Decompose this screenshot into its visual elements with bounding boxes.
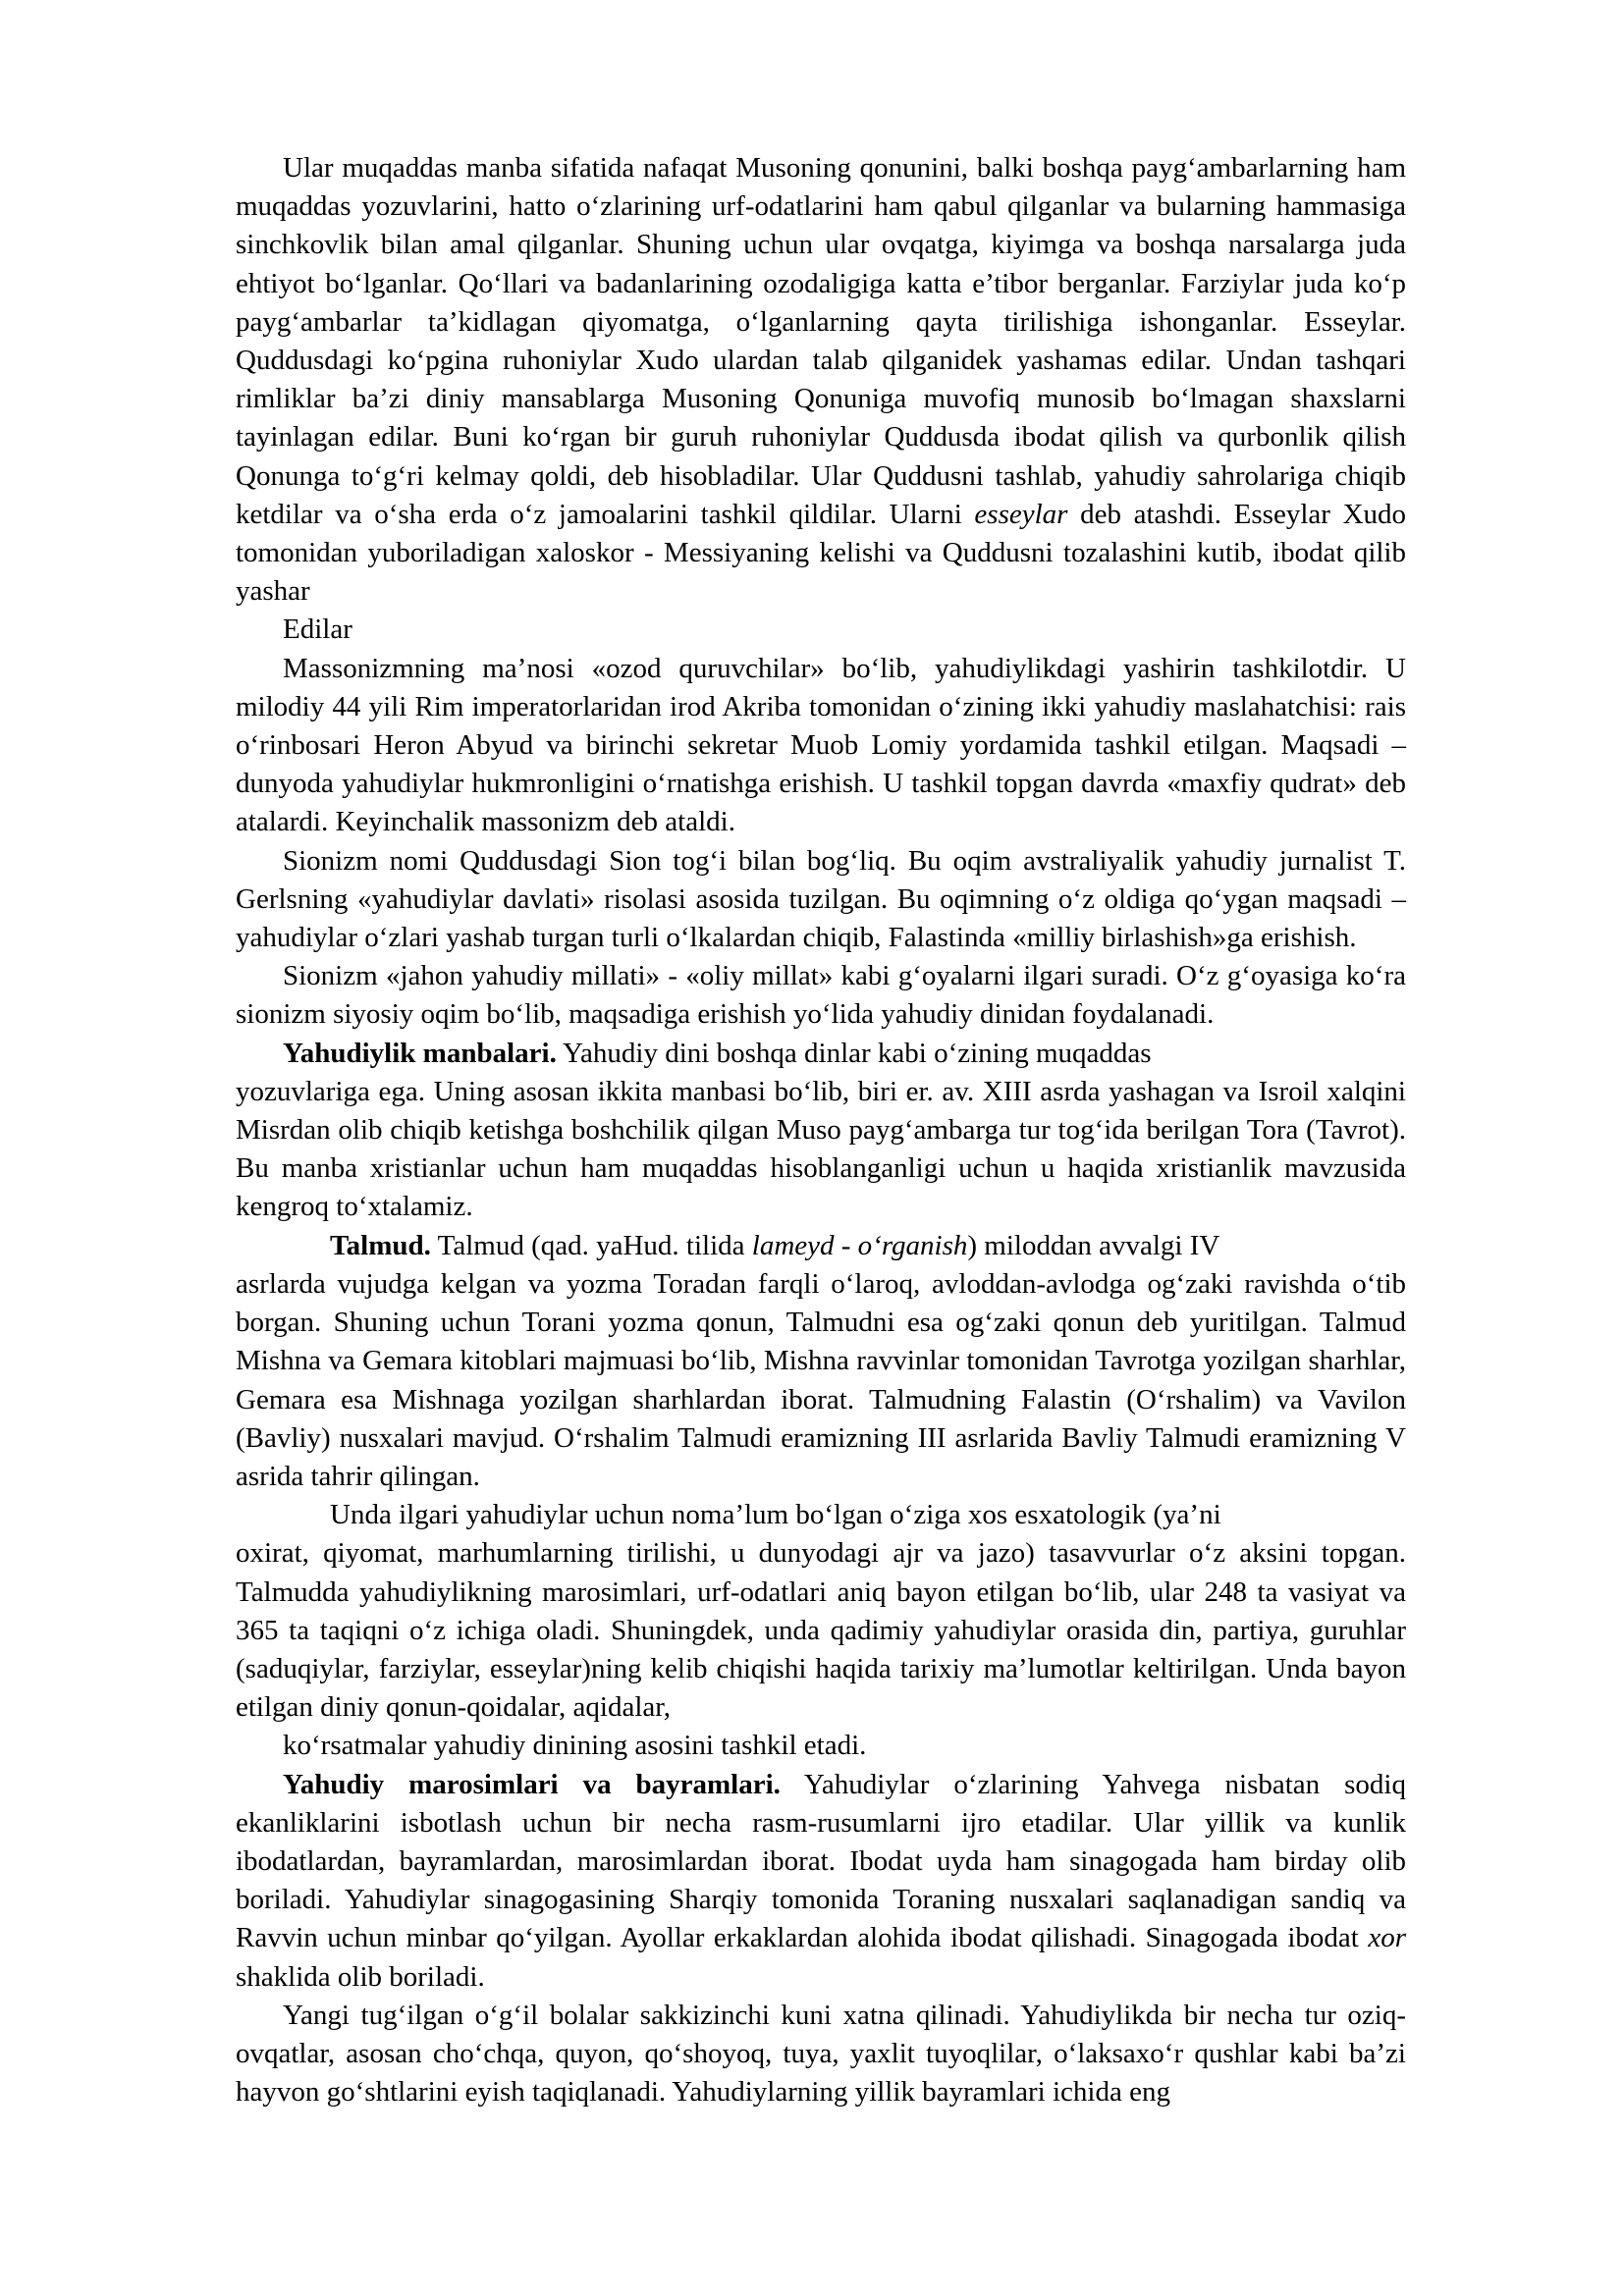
paragraph-rituals [236,1766,1406,1997]
text: Yahudiy dini boshqa dinlar kabi o‘zining muqaddas [563,1037,1152,1069]
text: shaklida olib boriladi. [236,1960,485,1993]
paragraph-talmud-heading-line [236,1227,1406,1265]
section-heading: Yahudiylik manbalari. [283,1037,557,1069]
text: yozuvlariga ega. Uning asosan ikkita manbasi bo‘lib, biri er. av. XIII asrda yashagan va Isroil xalqini Misrdan olib chiqib ketishga boshchilik qilgan Muso payg‘ambarga tur tog‘ida berilgan Tora (Tavrot). Bu manba xristianlar uchun ham muqaddas hisoblanganligi uchun u haqida xristianlik mavzusida kengroq to‘xtalamiz. [236,1075,1406,1223]
text: deb atashdi. Esseylar Xudo tomonidan yuboriladigan xaloskor - Messiyaning kelishi va Quddusni tozalashini kutib, ibodat qilib yashar [236,498,1407,608]
section-heading: Talmud. [330,1229,431,1261]
text: Edilar [283,614,352,646]
paragraph-sources [236,1073,1406,1227]
document-page [236,149,1406,2111]
italic-term: xor [1368,1922,1406,1954]
paragraph-eschatology-line [236,1496,1406,1534]
paragraph-sources-heading-line [236,1035,1406,1073]
paragraph-masonry [236,650,1406,842]
section-heading: Yahudiy marosimlari va bayramlari. [283,1768,781,1800]
text: ) miloddan avvalgi IV [967,1229,1220,1261]
paragraph-pharisees-essenes [236,149,1406,611]
text: ko‘rsatmalar yahudiy dinining asosini tashkil etadi. [283,1730,867,1762]
paragraph-eschatology [236,1534,1406,1727]
paragraph-zionism-origin [236,842,1406,958]
text: asrlarda vujudga kelgan va yozma Toradan farqli o‘laroq, avloddan-avlodga og‘zaki ravishda o‘tib borgan. Shuning uchun Torani yozma qonun, Talmudni esa og‘zaki qonun deb yuritilgan. Talmud Mishna va Gemara kitoblari majmuasi bo‘lib, Mishna ravvinlar tomonidan Tavrotga yozilgan sharhlar, Gemara esa Mishnaga yozilgan sharhlardan iborat. Talmudning Falastin (O‘rshalim) va Vavilon (Bavliy) nusxalari mavjud. O‘rshalim Talmudi eramizning III asrlarida Bavliy Talmudi eramizning V asrida tahrir qilingan. [236,1267,1406,1492]
italic-term: esseylar [974,498,1068,530]
text: Talmud (qad. yaHud. tilida [437,1229,745,1261]
italic-term: lameyd - o‘rganish [751,1229,968,1261]
paragraph-zionism-ideas [236,957,1406,1034]
paragraph-instructions [236,1727,1406,1765]
text: Yangi tug‘ilgan o‘g‘il bolalar sakkizinchi kuni xatna qilinadi. Yahudiylikda bir necha tur oziq-ovqatlar, asosan cho‘chqa, quyon, qo‘shoyoq, tuya, yaxlit tuyoqlilar, o‘laksaxo‘r qushlar kabi ba’zi hayvon go‘shtlarini eyish taqiqlanadi. Yahudiylarning yillik bayramlari ichida eng [236,1999,1406,2109]
text: Massonizmning ma’nosi «ozod quruvchilar» bo‘lib, yahudiylikdagi yashirin tashkilotdir. U milodiy 44 yili Rim imperatorlaridan irod Akriba tomonidan o‘zining ikki yahudiy maslahatchisi: rais o‘rinbosari Heron Abyud va birinchi sekretar Muob Lomiy yordamida tashkil etilgan. Maqsadi – dunyoda yahudiylar hukmronligini o‘rnatishga erishish. U tashkil topgan davrda «maxfiy qudrat» deb atalardi. Keyinchalik massonizm deb ataldi. [236,652,1406,838]
text: Sionizm nomi Quddusdagi Sion tog‘i bilan bog‘liq. Bu oqim avstraliyalik yahudiy jurnalist T. Gerlsning «yahudiylar davlati» risolasi asosida tuzilgan. Bu oqimning o‘z oldiga qo‘ygan maqsadi – yahudiylar o‘zlari yashab turgan turli o‘lkalardan chiqib, Falastinda «milliy birlashish»ga erishish. [236,844,1406,954]
text: Ular muqaddas manba sifatida nafaqat Musoning qonunini, balki boshqa payg‘ambarlarning ham muqaddas yozuvlarini, hatto o‘zlarining urf-odatlarini ham qabul qilganlar va bularning hammasiga sinchkovlik bilan amal qilganlar. Shuning uchun ular ovqatga, kiyimga va boshqa narsalarga juda ehtiyot bo‘lganlar. Qo‘llari va badanlarining ozodaligiga katta e’tibor berganlar. Farziylar juda ko‘p payg‘ambarlar ta’kidlagan qiyomatga, o‘lganlarning qayta tirilishiga ishonganlar. Esseylar. Quddusdagi ko‘pgina ruhoniylar Xudo ulardan talab qilganidek yashamas edilar. Undan tashqari rimliklar ba’zi diniy mansablarga Musoning Qonuniga muvofiq munosib bo‘lmagan shaxslarni tayinlagan edilar. Buni ko‘rgan bir guruh ruhoniylar Quddusda ibodat qilish va qurbonlik qilish Qonunga to‘g‘ri kelmay qoldi, deb hisobladilar. Ular Quddusni tashlab, yahudiy sahrolariga chiqib ketdilar va o‘sha erda o‘z jamoalarini tashkil qildilar. Ularni [236,152,1406,530]
paragraph-circumcision-food [236,1997,1406,2112]
text: oxirat, qiyomat, marhumlarning tirilishi, u dunyodagi ajr va jazo) tasavvurlar o‘z aksini topgan. Talmudda yahudiylikning marosimlari, urf-odatlari aniq bayon etilgan bo‘lib, ular 248 ta vasiyat va 365 ta taqiqni o‘z ichiga oladi. Shuningdek, unda qadimiy yahudiylar orasida din, partiya, guruhlar (saduqiylar, farziylar, esseylar)ning kelib chiqishi haqida tarixiy ma’lumotlar keltirilgan. Unda bayon etilgan diniy qonun-qoidalar, aqidalar, [236,1537,1406,1724]
paragraph-talmud [236,1265,1406,1496]
text: Yahudiylar o‘zlarining Yahvega nisbatan sodiq ekanliklarini isbotlash uchun bir necha rasm-rusumlarni ijro etadilar. Ular yillik va kunlik ibodatlardan, bayramlardan, marosimlardan iborat. Ibodat uyda ham sinagogada ham birday olib boriladi. Yahudiylar sinagogasining Sharqiy tomonida Toraning nusxalari saqlanadigan sandiq va Ravvin uchun minbar qo‘yilgan. Ayollar erkaklardan alohida ibodat qilishadi. Sinagogada ibodat [236,1768,1406,1954]
paragraph-edilar [236,611,1406,649]
text: Unda ilgari yahudiylar uchun noma’lum bo‘lgan o‘ziga xos esxatologik (ya’ni [330,1499,1221,1531]
text: Sionizm «jahon yahudiy millati» - «oliy millat» kabi g‘oyalarni ilgari suradi. O‘z g‘oyasiga ko‘ra sionizm siyosiy oqim bo‘lib, maqsadiga erishish yo‘lida yahudiy dinidan foydalanadi. [236,960,1406,1031]
